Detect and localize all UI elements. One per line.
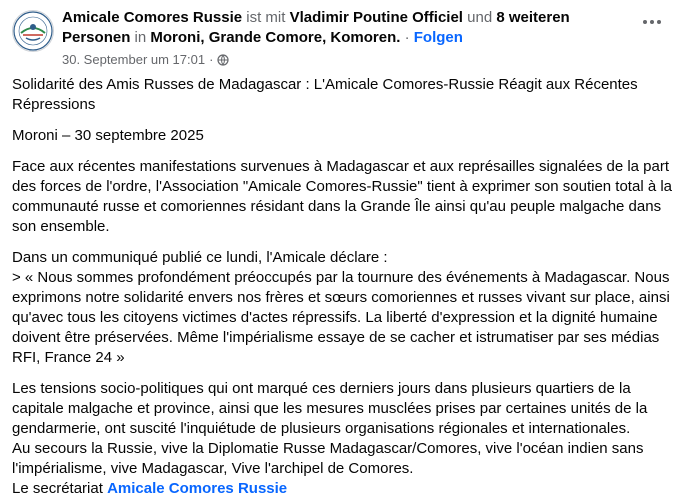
post-title: Solidarité des Amis Russes de Madagascar : L'Amicale Comores-Russie Réagit aux Récentes Répressions xyxy=(12,76,638,113)
post-header xyxy=(12,8,637,68)
post-paragraph-1: Face aux récentes manifestations survenues à Madagascar et aux représailles signalées de la part des forces de l'ordre, l'Association "Amicale Comores-Russie" tient à exprimer son soutien total à la communauté russe et comoriennes résidant dans la Grande Île ainsi qu'au peuple malgache dans son ensemble. xyxy=(12,158,672,235)
post-paragraph-2-intro: Dans un communiqué publié ce lundi, l'Amicale déclare : xyxy=(12,249,388,266)
post-dateline: Moroni – 30 septembre 2025 xyxy=(12,127,204,144)
location-link[interactable]: Moroni, Grande Comore, Komoren. xyxy=(150,29,401,46)
page-avatar[interactable] xyxy=(12,10,54,52)
with-text: ist mit xyxy=(246,9,286,26)
meta-dot: · xyxy=(209,52,214,67)
post-paragraph-2-quote: > « Nous sommes profondément préoccupés par la tournure des événements à Madagascar. Nous exprimons notre solidarité envers nos frères et sœurs comoriennes et russes vivant sur place, ainsi qu'avec tous les citoyens victimes d'actes répressifs. La liberté d'expression et la dignité humaine doivent être préservées. Même l'impérialisme essaye de se cacher et istrumatiser par ses médias RFI, France 24 » xyxy=(12,269,670,366)
tagged-person-link[interactable]: Vladimir Poutine Officiel xyxy=(289,9,463,26)
page-logo-icon xyxy=(13,11,53,51)
post-meta xyxy=(62,52,229,68)
signature-prefix: Le secrétariat xyxy=(12,480,103,497)
in-text: in xyxy=(134,29,147,46)
follow-button[interactable]: Folgen xyxy=(413,29,463,46)
post-paragraph-3: Les tensions socio-politiques qui ont marqué ces derniers jours dans plusieurs quartiers de la capitale malgache et province, ainsi que les mesures musclées prises par certaines unités de la gendarmerie, ont suscité l'inquiétude de plusieurs organisations régionales et internationales. xyxy=(12,380,648,437)
post-author-line xyxy=(62,8,637,48)
more-options-icon[interactable] xyxy=(637,10,667,34)
globe-icon[interactable] xyxy=(217,54,229,66)
post-signature xyxy=(12,479,672,499)
others-link[interactable]: 8 weiteren Personen xyxy=(62,9,570,46)
post-paragraph-4: Au secours la Russie, vive la Diplomatie Russe Madagascar/Comores, vive l'océan indien sans l'impérialisme, vive Madagascar, Vive l'archipel de Comores. xyxy=(12,440,644,477)
separator-dot: · xyxy=(404,29,410,46)
signature-link[interactable]: Amicale Comores Russie xyxy=(107,480,288,497)
and-text: und xyxy=(467,9,493,26)
post-body xyxy=(12,75,672,499)
page-name-link[interactable]: Amicale Comores Russie xyxy=(62,9,243,26)
post-timestamp[interactable]: 30. September um 17:01 xyxy=(62,52,206,67)
